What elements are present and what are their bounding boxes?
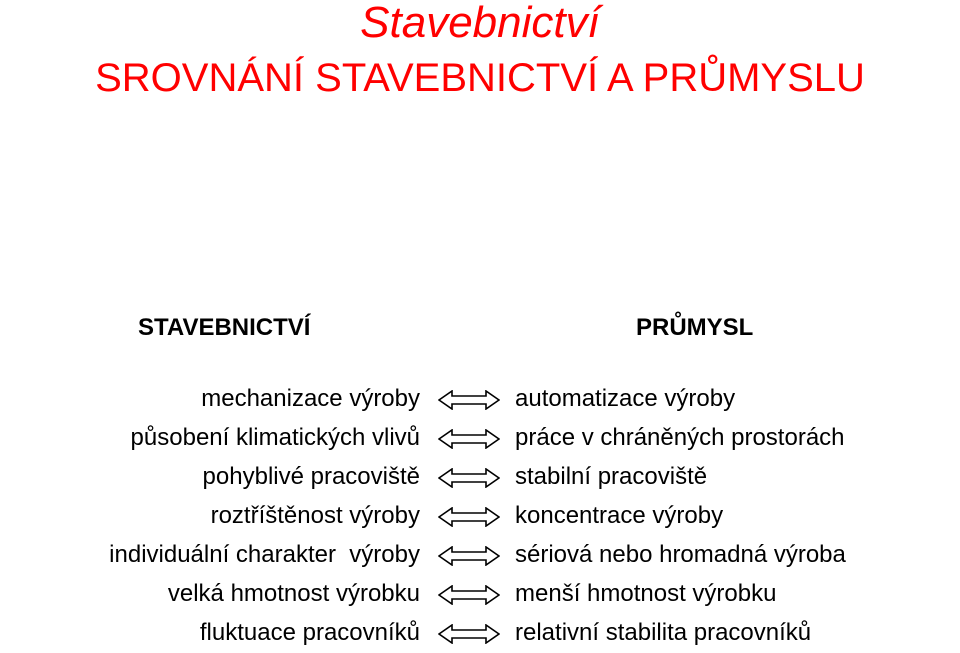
header-prumysl: PRŮMYSL [636,314,754,341]
double-headed-arrow-icon [438,507,500,527]
comparison-row [0,419,960,458]
industry-item: práce v chráněných prostorách [515,424,845,451]
construction-item: velká hmotnost výrobku [167,580,420,607]
comparison-row [0,536,960,575]
comparison-row [0,380,960,419]
construction-item: působení klimatických vlivů [130,424,420,451]
construction-item: individuální charakter výroby [109,541,420,568]
construction-item: fluktuace pracovníků [199,619,420,646]
industry-item: relativní stabilita pracovníků [515,619,812,646]
double-headed-arrow-icon [438,468,500,488]
slide-title: Stavebnictví [360,0,600,47]
header-stavebnictvi: STAVEBNICTVÍ [138,314,311,341]
comparison-row [0,458,960,497]
comparison-row [0,575,960,614]
double-headed-arrow-icon [438,624,500,644]
double-headed-arrow-icon [438,585,500,605]
industry-item: menší hmotnost výrobku [515,580,777,607]
double-headed-arrow-icon [438,546,500,566]
double-headed-arrow-icon [438,429,500,449]
double-headed-arrow-icon [438,390,500,410]
construction-item: mechanizace výroby [201,385,420,412]
slide-subtitle: SROVNÁNÍ STAVEBNICTVÍ A PRŮMYSLU [95,56,865,100]
industry-item: automatizace výroby [515,385,736,412]
industry-item: stabilní pracoviště [515,463,708,490]
comparison-row [0,497,960,536]
construction-item: pohyblivé pracoviště [202,463,420,490]
industry-item: sériová nebo hromadná výroba [515,541,846,568]
industry-item: koncentrace výroby [515,502,724,529]
construction-item: roztříštěnost výroby [210,502,420,529]
comparison-row [0,614,960,653]
comparison-list [0,380,960,653]
